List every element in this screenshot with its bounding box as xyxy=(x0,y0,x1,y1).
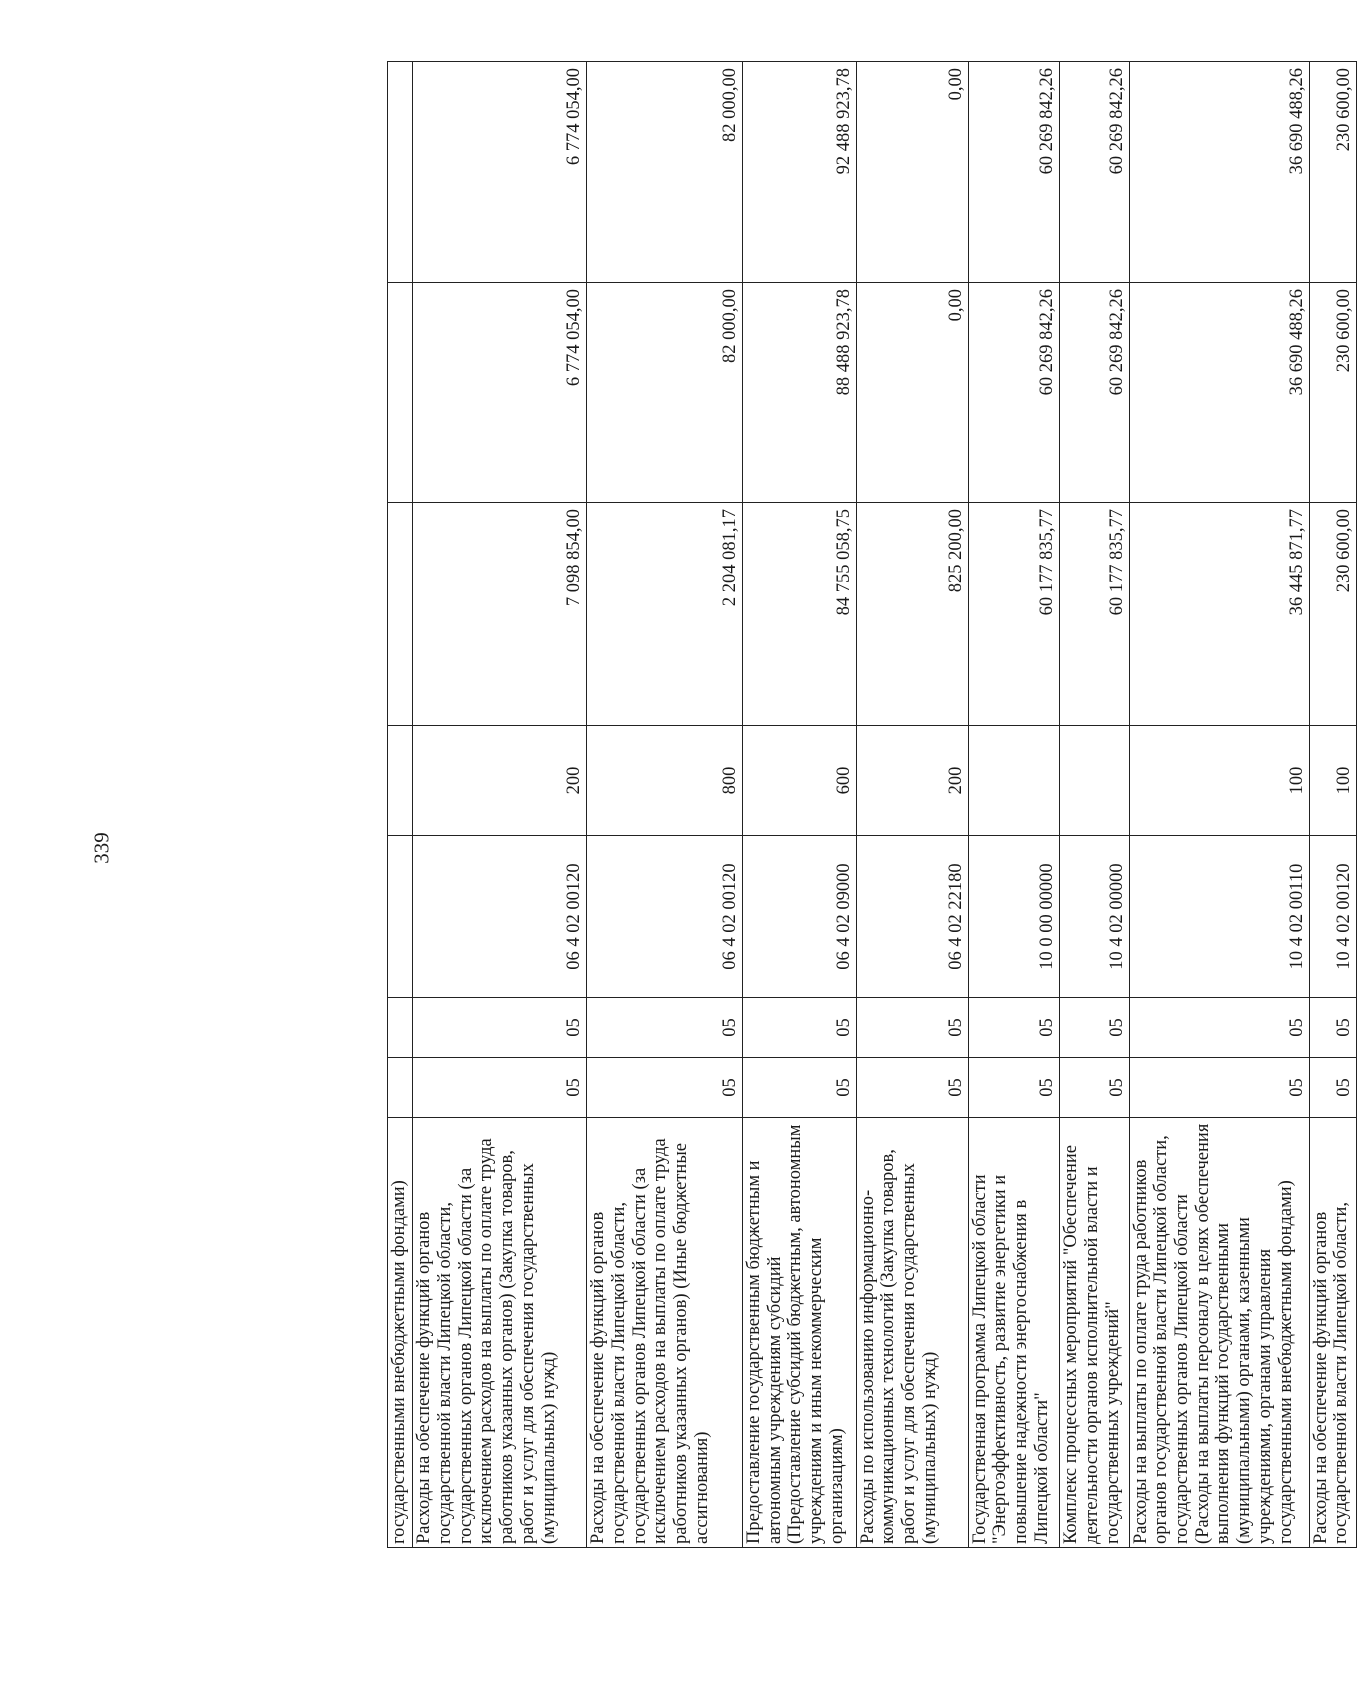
row-section-cell: 05 xyxy=(1060,1058,1129,1118)
row-expense-type-cell xyxy=(968,726,1060,836)
table-row xyxy=(388,62,413,1548)
table-body xyxy=(388,62,1357,1548)
table-row xyxy=(1129,62,1309,1548)
row-sum-year1-cell: 60 177 835,77 xyxy=(968,503,1060,726)
row-target-article-cell: 06 4 02 09000 xyxy=(742,836,856,998)
row-sum-year3-cell: 0,00 xyxy=(856,62,968,283)
row-name-cell: Комплекс процессных мероприятий "Обеспечение деятельности органов исполнительной власти и государственных учреждений" xyxy=(1060,1118,1129,1548)
row-subsection-cell: 05 xyxy=(1060,998,1129,1058)
row-name-cell: Расходы на обеспечение функций органов государственной власти Липецкой области, государственных органов Липецкой области (за исключением расходов на выплаты по оплате труда работников указанных органов) (Иные бюджетные ассигнования) xyxy=(587,1118,743,1548)
table-row xyxy=(587,62,743,1548)
row-sum-year1-cell: 7 098 854,00 xyxy=(413,503,587,726)
row-sum-year2-cell: 60 269 842,26 xyxy=(1060,283,1129,503)
row-sum-year1-cell: 230 600,00 xyxy=(1309,503,1356,726)
row-name-cell: Расходы на обеспечение функций органов государственной власти Липецкой области, xyxy=(1309,1118,1356,1548)
row-sum-year2-cell: 36 690 488,26 xyxy=(1129,283,1309,503)
row-target-article-cell: 06 4 02 00120 xyxy=(413,836,587,998)
row-expense-type-cell xyxy=(388,726,413,836)
row-section-cell: 05 xyxy=(742,1058,856,1118)
row-expense-type-cell: 100 xyxy=(1129,726,1309,836)
row-expense-type-cell: 100 xyxy=(1309,726,1356,836)
row-name-cell: Предоставление государственным бюджетным и автономным учреждениям субсидий (Предоставление субсидий бюджетным, автономным учреждениям и иным некоммерческим организациям) xyxy=(742,1118,856,1548)
row-name-cell: государственными внебюджетными фондами) xyxy=(388,1118,413,1548)
page-number: 339 xyxy=(89,832,114,864)
row-sum-year2-cell xyxy=(388,283,413,503)
table-row xyxy=(968,62,1060,1548)
row-expense-type-cell: 800 xyxy=(587,726,743,836)
row-sum-year3-cell: 82 000,00 xyxy=(587,62,743,283)
row-section-cell: 05 xyxy=(587,1058,743,1118)
row-target-article-cell: 10 0 00 00000 xyxy=(968,836,1060,998)
row-subsection-cell: 05 xyxy=(968,998,1060,1058)
row-sum-year3-cell: 6 774 054,00 xyxy=(413,62,587,283)
row-section-cell: 05 xyxy=(413,1058,587,1118)
row-sum-year2-cell: 60 269 842,26 xyxy=(968,283,1060,503)
row-sum-year2-cell: 6 774 054,00 xyxy=(413,283,587,503)
row-sum-year1-cell: 2 204 081,17 xyxy=(587,503,743,726)
row-sum-year3-cell: 230 600,00 xyxy=(1309,62,1356,283)
row-subsection-cell: 05 xyxy=(856,998,968,1058)
row-sum-year1-cell: 84 755 058,75 xyxy=(742,503,856,726)
row-section-cell: 05 xyxy=(1129,1058,1309,1118)
budget-table xyxy=(387,61,1357,1548)
row-name-cell: Государственная программа Липецкой области "Энергоэффективность, развитие энергетики и повышение надежности энергоснабжения в Липецкой области" xyxy=(968,1118,1060,1548)
row-target-article-cell: 06 4 02 22180 xyxy=(856,836,968,998)
row-subsection-cell: 05 xyxy=(587,998,743,1058)
row-target-article-cell: 10 4 02 00110 xyxy=(1129,836,1309,998)
row-target-article-cell: 10 4 02 00120 xyxy=(1309,836,1356,998)
row-sum-year2-cell: 230 600,00 xyxy=(1309,283,1356,503)
row-subsection-cell: 05 xyxy=(1129,998,1309,1058)
row-sum-year3-cell: 36 690 488,26 xyxy=(1129,62,1309,283)
row-target-article-cell: 10 4 02 00000 xyxy=(1060,836,1129,998)
row-expense-type-cell xyxy=(1060,726,1129,836)
row-subsection-cell: 05 xyxy=(413,998,587,1058)
row-sum-year3-cell: 60 269 842,26 xyxy=(968,62,1060,283)
row-name-cell: Расходы по использованию информационно-коммуникационных технологий (Закупка товаров, работ и услуг для обеспечения государственных (муниципальных) нужд) xyxy=(856,1118,968,1548)
row-expense-type-cell: 200 xyxy=(856,726,968,836)
table-row xyxy=(1309,62,1356,1548)
table-row xyxy=(1060,62,1129,1548)
row-target-article-cell: 06 4 02 00120 xyxy=(587,836,743,998)
row-sum-year2-cell: 88 488 923,78 xyxy=(742,283,856,503)
row-target-article-cell xyxy=(388,836,413,998)
row-sum-year3-cell xyxy=(388,62,413,283)
row-name-cell: Расходы на выплаты по оплате труда работников органов государственной власти Липецкой области, государственных органов Липецкой области (Расходы на выплаты персоналу в целях обеспечения выполнения функций государственными (муниципальными) органами, казенными учреждениями, органами управления государственными внебюджетными фондами) xyxy=(1129,1118,1309,1548)
row-section-cell: 05 xyxy=(856,1058,968,1118)
row-section-cell: 05 xyxy=(968,1058,1060,1118)
row-section-cell: 05 xyxy=(1309,1058,1356,1118)
row-section-cell xyxy=(388,1058,413,1118)
row-subsection-cell xyxy=(388,998,413,1058)
table-row xyxy=(413,62,587,1548)
rotated-table-wrapper xyxy=(387,62,1357,1548)
row-sum-year1-cell: 60 177 835,77 xyxy=(1060,503,1129,726)
row-sum-year3-cell: 60 269 842,26 xyxy=(1060,62,1129,283)
row-sum-year3-cell: 92 488 923,78 xyxy=(742,62,856,283)
row-sum-year2-cell: 82 000,00 xyxy=(587,283,743,503)
row-subsection-cell: 05 xyxy=(742,998,856,1058)
row-expense-type-cell: 600 xyxy=(742,726,856,836)
row-subsection-cell: 05 xyxy=(1309,998,1356,1058)
row-name-cell: Расходы на обеспечение функций органов государственной власти Липецкой области, государственных органов Липецкой области (за исключением расходов на выплаты по оплате труда работников указанных органов) (Закупка товаров, работ и услуг для обеспечения государственных (муниципальных) нужд) xyxy=(413,1118,587,1548)
row-sum-year1-cell xyxy=(388,503,413,726)
table-row xyxy=(742,62,856,1548)
row-expense-type-cell: 200 xyxy=(413,726,587,836)
row-sum-year1-cell: 825 200,00 xyxy=(856,503,968,726)
row-sum-year2-cell: 0,00 xyxy=(856,283,968,503)
table-row xyxy=(856,62,968,1548)
row-sum-year1-cell: 36 445 871,77 xyxy=(1129,503,1309,726)
